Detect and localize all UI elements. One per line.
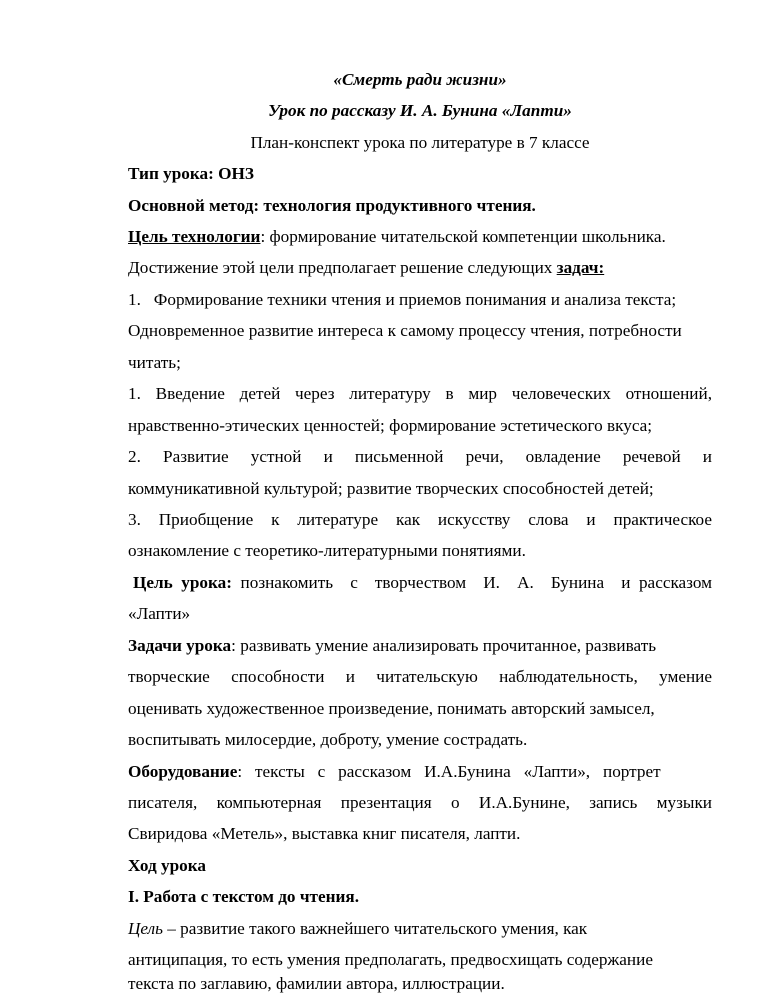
equipment-label: Оборудование (128, 762, 238, 781)
section-1-heading: I. Работа с текстом до чтения. (128, 887, 359, 906)
equipment-text: : тексты с рассказом И.А.Бунина «Лапти», портрет (237, 762, 661, 781)
section-1-goal-line-3: текста по заглавию, фамилии автора, иллюстрации. (128, 974, 505, 993)
section-1-goal-text: – развитие такого важнейшего читательского умения, как (162, 919, 588, 938)
section-1-goal-line-1 (128, 919, 712, 939)
tech-goal-text: : формирование читательской компетенции школьника. (260, 227, 666, 246)
tech-goal-label: Цель технологии (128, 227, 261, 246)
list-item-3-line-1: 2. Развитие устной и письменной речи, овладение речевой и (128, 447, 712, 466)
section-1-goal-label: Цель (128, 919, 163, 938)
lesson-goal-label: Цель урока: (133, 573, 232, 592)
lesson-goal-text: познакомить с творчеством И. А. Бунина и рассказом (231, 573, 712, 592)
achieve-text: Достижение этой цели предполагает решение следующих (128, 258, 557, 277)
tasks-line-1 (128, 636, 712, 656)
tech-goal-paragraph (128, 227, 712, 247)
list-item-1-continuation: Одновременное развитие интереса к самому процессу чтения, потребности (128, 321, 682, 340)
list-item-2-line-1: 1. Введение детей через литературу в мир человеческих отношений, (128, 384, 712, 403)
document-title: «Смерть ради жизни» (333, 70, 507, 89)
lesson-goal-line-1 (133, 573, 712, 593)
course-heading: Ход урока (128, 856, 206, 875)
equipment-line-3: Свиридова «Метель», выставка книг писателя, лапти. (128, 824, 521, 843)
section-1-goal-line-2: антиципация, то есть умения предполагать, предвосхищать содержание (128, 950, 653, 969)
list-item-3-line-2: коммуникативной культурой; развитие творческих способностей детей; (128, 479, 654, 498)
document-subtitle-plan: План-конспект урока по литературе в 7 классе (250, 133, 590, 152)
tasks-line-4: воспитывать милосердие, доброту, умение сострадать. (128, 730, 528, 749)
list-item-2-line-2: нравственно-этических ценностей; формирование эстетического вкуса; (128, 416, 653, 435)
tasks-line-2: творческие способности и читательскую наблюдательность, умение (128, 667, 712, 686)
equipment-line-1 (128, 762, 712, 782)
list-item-4-line-1: 3. Приобщение к литературе как искусству слова и практическое (128, 510, 712, 529)
equipment-line-2: писателя, компьютерная презентация о И.А.Бунине, запись музыки (128, 793, 712, 812)
tasks-text: : развивать умение анализировать прочитанное, развивать (231, 636, 657, 655)
lesson-type: Тип урока: ОНЗ (128, 164, 254, 183)
achieve-paragraph (128, 258, 712, 278)
achieve-tasks-label: задач: (556, 258, 605, 277)
list-item-1: 1. Формирование техники чтения и приемов понимания и анализа текста; (128, 290, 677, 309)
list-item-4-line-2: ознакомление с теоретико-литературными понятиями. (128, 541, 526, 560)
main-method: Основной метод: технология продуктивного чтения. (128, 196, 536, 215)
tasks-line-3: оценивать художественное произведение, понимать авторский замысел, (128, 699, 655, 718)
tasks-label: Задачи урока (128, 636, 232, 655)
document-subtitle: Урок по рассказу И. А. Бунина «Лапти» (268, 101, 572, 120)
lesson-goal-line-2: «Лапти» (128, 604, 191, 623)
list-item-1-continuation-end: читать; (128, 353, 181, 372)
